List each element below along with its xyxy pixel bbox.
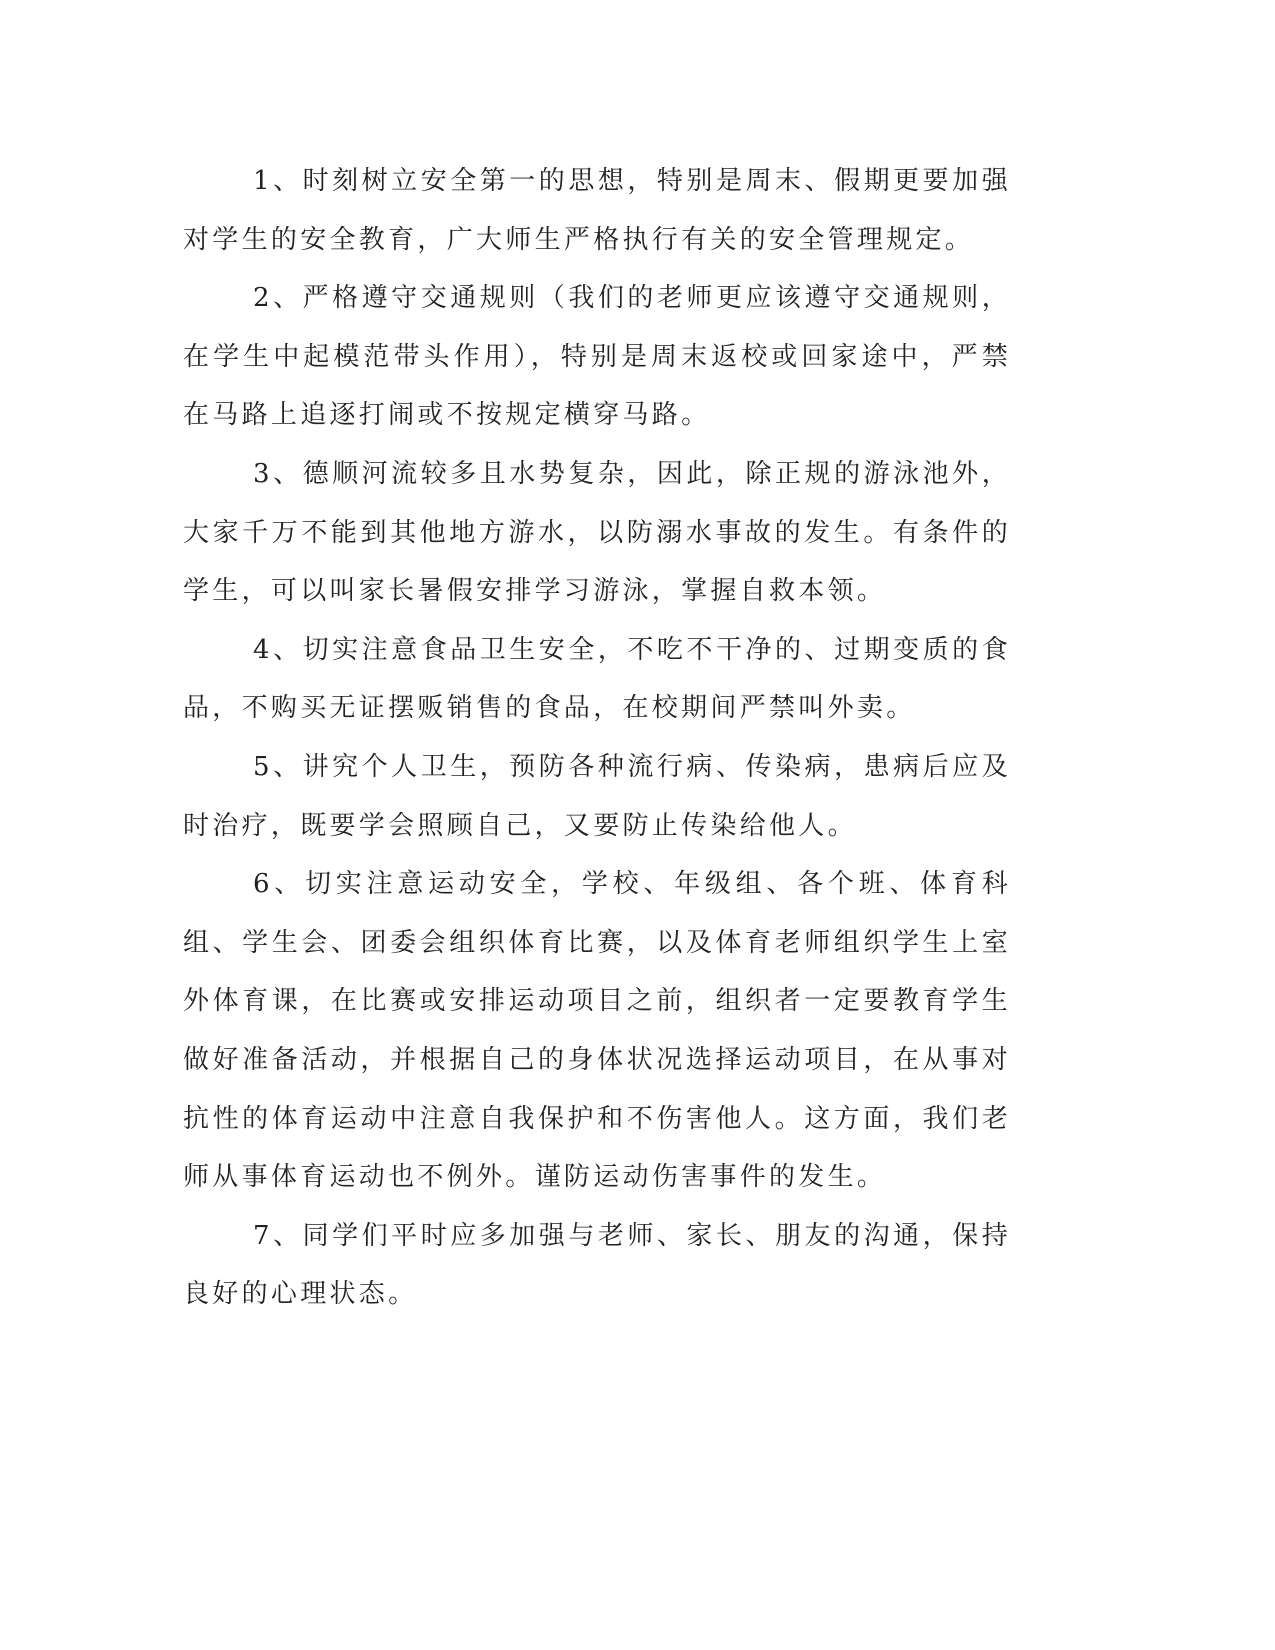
paragraph-5: 5、讲究个人卫生，预防各种流行病、传染病，患病后应及时治疗，既要学会照顾自己，又要防止传染给他人。 [183, 751, 1011, 841]
paragraph-6: 6、切实注意运动安全，学校、年级组、各个班、体育科组、学生会、团委会组织体育比赛，以及体育老师组织学生上室外体育课，在比赛或安排运动项目之前，组织者一定要教育学生做好准备活动，并根据自己的身体状况选择运动项目，在从事对抗性的体育运动中注意自我保护和不伤害他人。这方面，我们老师从事体育运动也不例外。谨防运动伤害事件的发生。 [183, 869, 1011, 1193]
paragraph-2: 2、严格遵守交通规则（我们的老师更应该遵守交通规则，在学生中起模范带头作用），特别是周末返校或回家途中，严禁在马路上追逐打闹或不按规定横穿马路。 [183, 283, 1011, 431]
document-body [183, 152, 1011, 1324]
paragraph-7: 7、同学们平时应多加强与老师、家长、朋友的沟通，保持良好的心理状态。 [183, 1220, 1011, 1310]
paragraph-1: 1、时刻树立安全第一的思想，特别是周末、假期更要加强对学生的安全教育，广大师生严格执行有关的安全管理规定。 [183, 166, 1011, 255]
paragraph-3: 3、德顺河流较多且水势复杂，因此，除正规的游泳池外，大家千万不能到其他地方游水，以防溺水事故的发生。有条件的学生，可以叫家长暑假安排学习游泳，掌握自救本领。 [183, 458, 1011, 607]
paragraph-4: 4、切实注意食品卫生安全，不吃不干净的、过期变质的食品，不购买无证摆贩销售的食品，在校期间严禁叫外卖。 [183, 634, 1011, 724]
